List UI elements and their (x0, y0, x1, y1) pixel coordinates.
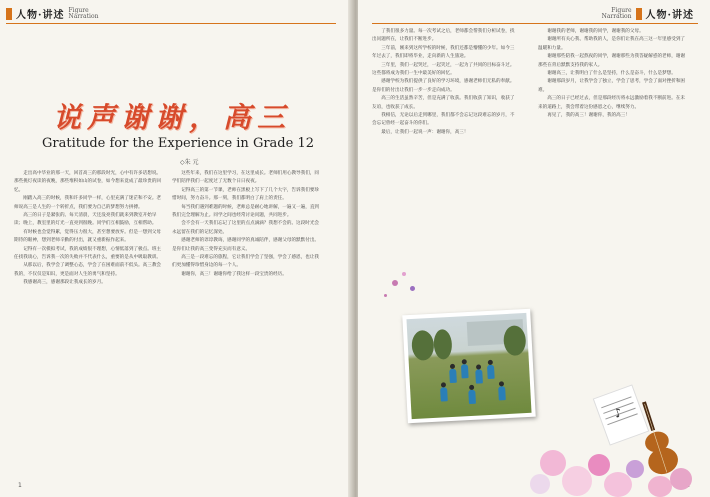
paragraph: 谢谢那些陪我一起熬夜的同学，谢谢那些为我答疑解惑的老师，谢谢那些在背后默默支持我的家人。 (538, 54, 686, 68)
paragraph: 谢谢你，高三！谢谢你给了我这样一段宝贵的经历。 (181, 271, 287, 277)
header-accent-block (6, 8, 12, 20)
student-figure (440, 387, 448, 401)
paragraph: 我感谢高三，感谢那段让我成长的岁月。 (23, 280, 106, 286)
paragraph: 谢谢我的老师，谢谢我的同学，谢谢我的父母。 (547, 29, 644, 34)
flower-blossom (648, 476, 672, 497)
section-header-left (6, 6, 98, 21)
page-number-left: 1 (18, 482, 22, 489)
students-photo (402, 309, 535, 424)
section-subtitle (68, 8, 98, 20)
student-figure (487, 365, 495, 379)
paragraph: 最后，让我们一起说一声：谢谢你，高三！ (381, 129, 469, 135)
student-figure (449, 369, 457, 383)
tree-shape (411, 330, 435, 361)
decor-dot (384, 294, 387, 297)
paragraph: 谢谢高三，让我明白了什么是坚持，什么是奋斗，什么是梦想。 (547, 71, 676, 77)
paragraph: 高三的日子已经过去，但是那段经历将永远激励着我不断前进。在未来的道路上，我会带着这份感恩之心，继续努力。 (538, 96, 686, 110)
paragraph: 谢谢那段岁月，让我学会了独立，学会了思考，学会了面对挫折和困难。 (538, 79, 686, 93)
student-figure (498, 386, 506, 400)
text-column-2 (172, 170, 322, 488)
photo-scene (406, 313, 531, 419)
paragraph: 感谢老师的谆谆教诲，感谢同学的真诚陪伴，感谢父母的默默付出。是你们让我的高三变得充实而有意义。 (172, 238, 320, 252)
text-column-4 (538, 28, 686, 328)
paragraph: 谢谢所有关心我、帮助我的人，是你们让我在高三这一年里感受到了温暖和力量。 (538, 37, 686, 51)
flower-blossom (540, 450, 566, 476)
paragraph: 我相信，无论以后走到哪里，我们都不会忘记这段难忘的岁月，不会忘记曾经一起奋斗的你们。 (372, 113, 515, 127)
student-figure (461, 364, 469, 378)
decor-dot (392, 280, 398, 286)
paragraph: 从那以后，我学会了调整心态，学会了在困难面前不低头。高三教会我的，不仅仅是知识，更是面对人生的勇气和坚持。 (14, 263, 162, 277)
article-byline: ◇朱 元 (180, 159, 199, 166)
flower-blossom (670, 468, 692, 490)
flower-blossom (562, 466, 592, 496)
paragraph: 有时候也会觉得累，觉得压力很大，甚至想要放弃。但是一想到父母期待的眼神，想到老师辛勤的付出，就又重新振作起来。 (14, 229, 162, 244)
student-figure (468, 390, 476, 404)
butterfly-decoration (380, 250, 440, 310)
section-subtitle-line2: Narration (68, 12, 99, 20)
section-header-right (602, 6, 698, 21)
paragraph: 三年前，刚来到这所学校的时候，我们还都是懵懂的少年。如今三年过去了，我们即将毕业，走向新的人生旅途。 (372, 45, 515, 60)
music-note-icon: ♪ (611, 405, 624, 421)
tree-shape (433, 329, 453, 360)
paragraph: 记得有一次模拟考试，我的成绩很不理想，心情低落到了极点。班主任找我谈心，告诉我一次的失败并不代表什么，重要的是从中吸取教训。 (14, 246, 162, 261)
paragraph: 刚踏入高三的时候，我和许多同学一样，心里充满了迷茫和不安。老师说高三是人生的一个转折点，我们要为自己的梦想努力拼搏。 (14, 196, 162, 210)
left-page (0, 0, 352, 497)
section-subtitle (602, 8, 632, 20)
paragraph: 高三是一段难忘的旅程，它让我们学会了坚强，学会了感恩，也让我们更加懂得珍惜身边的每一个人。 (172, 255, 320, 269)
section-title: 人物·讲述 (16, 10, 65, 21)
header-rule-right (372, 23, 698, 24)
text-column-1 (14, 170, 162, 488)
flower-decoration (530, 410, 710, 497)
paragraph: 走出高中毕业的那一天，回首高三的那段时光，心中有许多话想说。那些挑灯夜读的夜晚，那些堆积如山的试卷，如今想来竟成了最珍贵的回忆。 (14, 171, 162, 193)
paragraph: 这些年来，我们在这里学习，在这里成长。老师们用心教导我们，同学们陪伴我们一起度过了无数个日日夜夜。 (172, 171, 320, 185)
section-subtitle-line1: Figure (68, 6, 89, 14)
header-accent-block (636, 8, 642, 20)
paragraph: 再见了，我的高三！谢谢你，我的高三！ (547, 113, 630, 119)
section-subtitle-line2: Narration (601, 12, 632, 20)
section-title: 人物·讲述 (645, 10, 694, 21)
paragraph: 高三的生活虽然辛苦，但是充满了收获。我们收获了知识，收获了友谊，也收获了成长。 (372, 96, 515, 110)
header-rule-left (6, 23, 336, 24)
flower-blossom (626, 460, 644, 478)
flower-blossom (588, 454, 610, 476)
paragraph: 会不会有一天我们忘记了这里的点点滴滴？我想不会的。这段时光会永远留在我们的记忆深处。 (172, 221, 320, 235)
flower-blossom (604, 472, 632, 497)
paragraph: 感谢学校为我们提供了良好的学习环境，感谢老师们无私的奉献。是你们的付出让我们一步一步走向成功。 (372, 79, 515, 93)
student-figure (475, 369, 483, 383)
paragraph: 高三的日子是紧张的。每天清晨，天还没亮我们就来到教室开始早读；晚上，教室里的灯光一直亮到很晚。同学们互相鼓励，互相帮助。 (14, 213, 157, 227)
paragraph: 了我们很多力量。每一次考试之后，老师都会帮我们分析试卷，找出问题所在，让我们不断进步。 (372, 29, 515, 43)
article-title: 说声谢谢，高三 (52, 101, 291, 134)
paragraph: 记得高三的第一节课，老师在黑板上写下了几个大字，告诉我们要珍惜时间，努力奋斗。那一刻，我们都明白了肩上的责任。 (172, 187, 320, 202)
section-subtitle-line1: Figure (611, 6, 632, 14)
paragraph: 每当我们遇到难题的时候，老师总是耐心地讲解，一遍又一遍，直到我们完全理解为止。同学之间也经常讨论问题，共同进步。 (172, 204, 320, 219)
decor-dot (402, 272, 406, 276)
flower-blossom (530, 474, 550, 494)
decor-dot (410, 286, 415, 291)
article-title-english: Gratitude for the Experience in Grade 12 (42, 136, 314, 151)
paragraph: 三年里，我们一起哭过，一起笑过，一起为了共同的目标奋斗过。这些都将成为我们一生中最美好的回忆。 (372, 62, 515, 77)
